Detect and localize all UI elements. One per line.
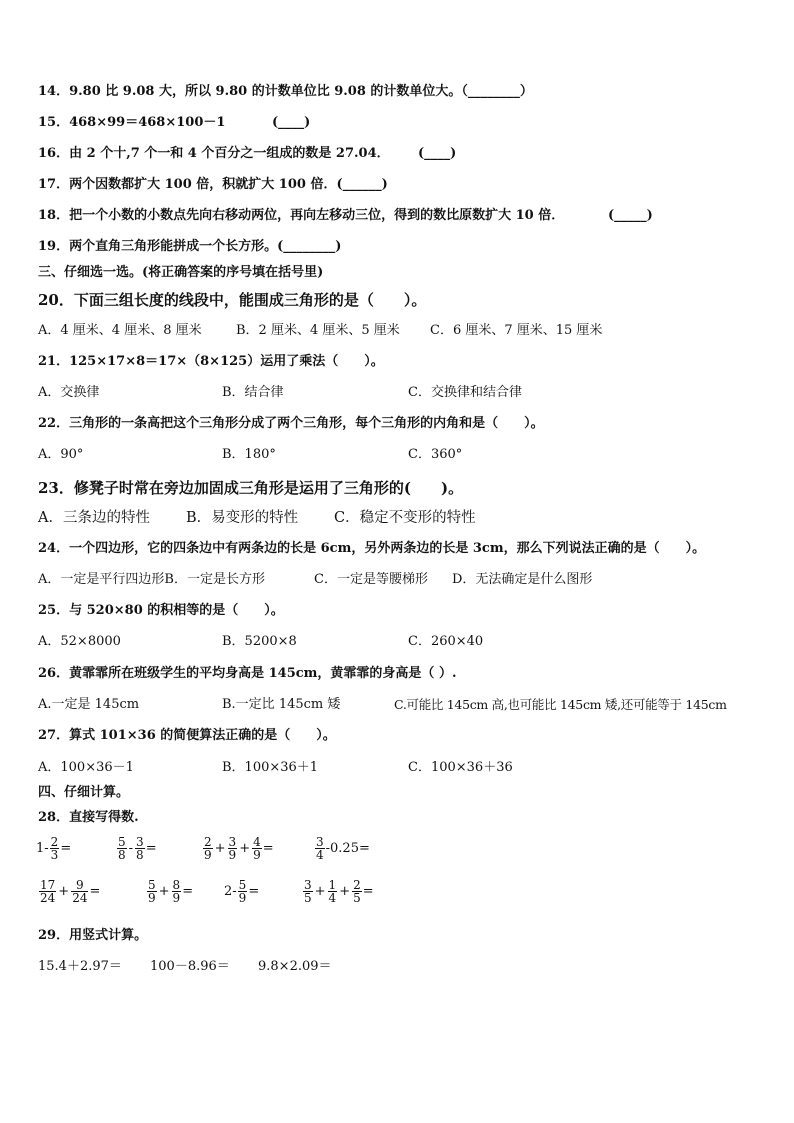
q22-option-a[interactable]: A．90° <box>38 447 84 462</box>
expr-r1-2: $\frac{5}{8}$ - $\frac{3}{8}$ = <box>118 835 157 862</box>
question-24: 24．一个四边形，它的四条边中有两条边的长是 6cm，另外两条边的长是 3cm，那么下列说法正确的是（ ）。 <box>38 541 706 556</box>
q29-item-2: 100－8.96＝ <box>150 959 230 974</box>
q26-option-a[interactable]: A.一定是 145cm <box>38 697 140 712</box>
question-18: 18．把一个小数的小数点先向右移动两位，再向左移动三位，得到的数比原数扩大 10 倍． <box>38 208 565 223</box>
q21-option-c[interactable]: C．交换律和结合律 <box>408 385 522 400</box>
question-27: 27．算式 101×36 的简便算法正确的是（ ）。 <box>38 728 336 743</box>
question-29: 29．用竖式计算。 <box>38 928 148 943</box>
q29-item-1: 15.4＋2.97＝ <box>38 959 122 974</box>
q23-option-a[interactable]: A．三条边的特性 <box>38 510 150 526</box>
q27-option-a[interactable]: A．100×36－1 <box>38 760 134 775</box>
question-17: 17．两个因数都扩大 100 倍，积就扩大 100 倍．(______) <box>38 177 388 192</box>
expr-r1-4: $\frac{3}{4}$ -0.25= <box>316 835 370 862</box>
q25-option-a[interactable]: A．52×8000 <box>38 634 121 649</box>
q27-option-b[interactable]: B．100×36＋1 <box>222 760 319 775</box>
question-16: 16．由 2 个十,7 个一和 4 个百分之一组成的数是 27.04． <box>38 146 390 161</box>
q24-option-c[interactable]: C．一定是等腰梯形 <box>314 572 428 587</box>
question-16-blank[interactable]: (____) <box>418 146 457 161</box>
section-3-heading: 三、仔细选一选。(将正确答案的序号填在括号里) <box>38 265 324 280</box>
q23-option-c[interactable]: C．稳定不变形的特性 <box>334 510 476 526</box>
question-20: 20．下面三组长度的线段中，能围成三角形的是（ ）。 <box>38 291 427 309</box>
question-21: 21．125×17×8＝17×（8×125）运用了乘法（ ）。 <box>38 354 384 369</box>
q22-option-c[interactable]: C．360° <box>408 447 463 462</box>
question-15: 15．468×99＝468×100－1 <box>38 115 226 130</box>
question-14: 14．9.80 比 9.08 大，所以 9.80 的计数单位比 9.08 的计数单位大。（________） <box>38 84 533 99</box>
q25-option-c[interactable]: C．260×40 <box>408 634 484 649</box>
q20-option-b[interactable]: B．2 厘米、4 厘米、5 厘米 <box>236 323 400 338</box>
q20-option-c[interactable]: C．6 厘米、7 厘米、15 厘米 <box>430 323 603 338</box>
question-19: 19．两个直角三角形能拼成一个长方形。(________) <box>38 239 342 254</box>
question-23: 23．修凳子时常在旁边加固成三角形是运用了三角形的( )。 <box>38 479 464 497</box>
q25-option-b[interactable]: B．5200×8 <box>222 634 297 649</box>
question-28: 28．直接写得数. <box>38 810 139 825</box>
question-25: 25．与 520×80 的积相等的是（ ）。 <box>38 603 284 618</box>
expr-r2-3: 2- $\frac{5}{9}$ = <box>224 878 260 905</box>
question-26: 26．黄霏霏所在班级学生的平均身高是 145cm，黄霏霏的身高是（ ）. <box>38 666 457 681</box>
q29-item-3: 9.8×2.09＝ <box>258 959 332 974</box>
section-4-heading: 四、仔细计算。 <box>38 785 130 800</box>
q21-option-b[interactable]: B．结合律 <box>222 385 284 400</box>
q26-option-b[interactable]: B.一定比 145cm 矮 <box>222 697 341 712</box>
expr-r1-1: 1- $\frac{2}{3}$ = <box>36 835 72 862</box>
q22-option-b[interactable]: B．180° <box>222 447 276 462</box>
expr-r2-2: $\frac{5}{9}$ + $\frac{8}{9}$ = <box>148 878 194 905</box>
expr-r1-3: $\frac{2}{9}$ + $\frac{3}{9}$ + $\frac{4}{9}$ = <box>204 835 274 862</box>
q20-option-a[interactable]: A．4 厘米、4 厘米、8 厘米 <box>38 323 202 338</box>
q24-option-ab[interactable]: A．一定是平行四边形B．一定是长方形 <box>38 572 265 587</box>
q23-option-b[interactable]: B．易变形的特性 <box>186 510 299 526</box>
q24-option-d[interactable]: D．无法确定是什么图形 <box>452 572 593 587</box>
question-15-blank[interactable]: (____) <box>272 115 311 130</box>
expr-r2-4: $\frac{3}{5}$ + $\frac{1}{4}$ + $\frac{2}{5}$ = <box>304 878 374 905</box>
expr-r2-1: $\frac{17}{24}$ + $\frac{9}{24}$ = <box>40 878 101 905</box>
question-22: 22．三角形的一条高把这个三角形分成了两个三角形，每个三角形的内角和是（ ）。 <box>38 416 544 431</box>
question-18-blank[interactable]: (_____) <box>608 208 653 223</box>
q26-option-c[interactable]: C.可能比 145cm 高,也可能比 145cm 矮,还可能等于 145cm <box>394 697 727 712</box>
q21-option-a[interactable]: A．交换律 <box>38 385 100 400</box>
q27-option-c[interactable]: C．100×36＋36 <box>408 760 513 775</box>
